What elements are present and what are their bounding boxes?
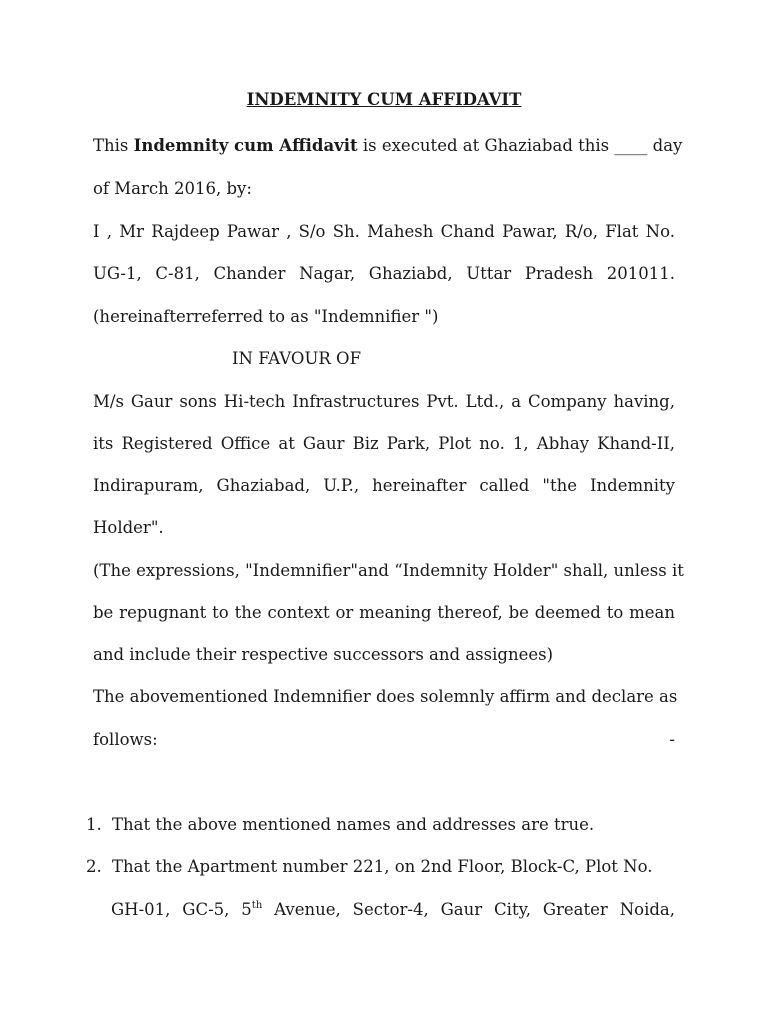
expressions-line-2: be repugnant to the context or meaning thereof, be deemed to mean <box>93 603 675 622</box>
holder-line-4: Holder". <box>93 518 164 537</box>
indemnifier-line-3: (hereinafterreferred to as "Indemnifier ") <box>93 307 439 326</box>
holder-line-1: M/s Gaur sons Hi-tech Infrastructures Pvt. Ltd., a Company having, <box>93 392 675 411</box>
list-item <box>86 815 675 835</box>
declaration-follows: follows: <box>93 730 158 749</box>
intro-suffix: is executed at Ghaziabad this ____ day <box>357 136 683 155</box>
expressions-line-1: (The expressions, "Indemnifier"and “Indemnity Holder" shall, unless it <box>93 561 684 580</box>
indemnifier-line-2: UG-1, C-81, Chander Nagar, Ghaziabd, Uttar Pradesh 201011. <box>93 264 675 283</box>
list-item-number: 2. <box>86 857 102 876</box>
list-item-number: 1. <box>86 815 102 834</box>
ordinal-superscript: th <box>251 900 263 911</box>
declaration-line-2 <box>93 730 675 750</box>
holder-line-2: its Registered Office at Gaur Biz Park, Plot no. 1, Abhay Khand-II, <box>93 434 675 453</box>
intro-line-1 <box>93 136 683 156</box>
in-favour-of-heading: IN FAVOUR OF <box>232 349 362 368</box>
list-item-text: That the Apartment number 221, on 2nd Floor, Block-C, Plot No. <box>112 857 653 876</box>
document-title: INDEMNITY CUM AFFIDAVIT <box>246 90 522 109</box>
expressions-line-3: and include their respective successors and assignees) <box>93 645 554 664</box>
list-item-text-pre: GH-01, GC-5, 5 <box>111 900 252 919</box>
list-item-continuation <box>111 900 675 920</box>
intro-prefix: This <box>93 136 134 155</box>
declaration-line-1: The abovementioned Indemnifier does solemnly affirm and declare as <box>93 687 678 706</box>
declaration-dash: - <box>669 730 675 749</box>
list-item-text-post: Avenue, Sector-4, Gaur City, Greater Noida, <box>262 900 675 919</box>
intro-line-2: of March 2016, by: <box>93 179 252 198</box>
list-item <box>86 857 675 877</box>
intro-bold-title: Indemnity cum Affidavit <box>133 136 358 155</box>
indemnifier-line-1: I , Mr Rajdeep Pawar , S/o Sh. Mahesh Chand Pawar, R/o, Flat No. <box>93 222 675 241</box>
holder-line-3: Indirapuram, Ghaziabad, U.P., hereinafter called "the Indemnity <box>93 476 675 495</box>
list-item-text: That the above mentioned names and addresses are true. <box>112 815 595 834</box>
